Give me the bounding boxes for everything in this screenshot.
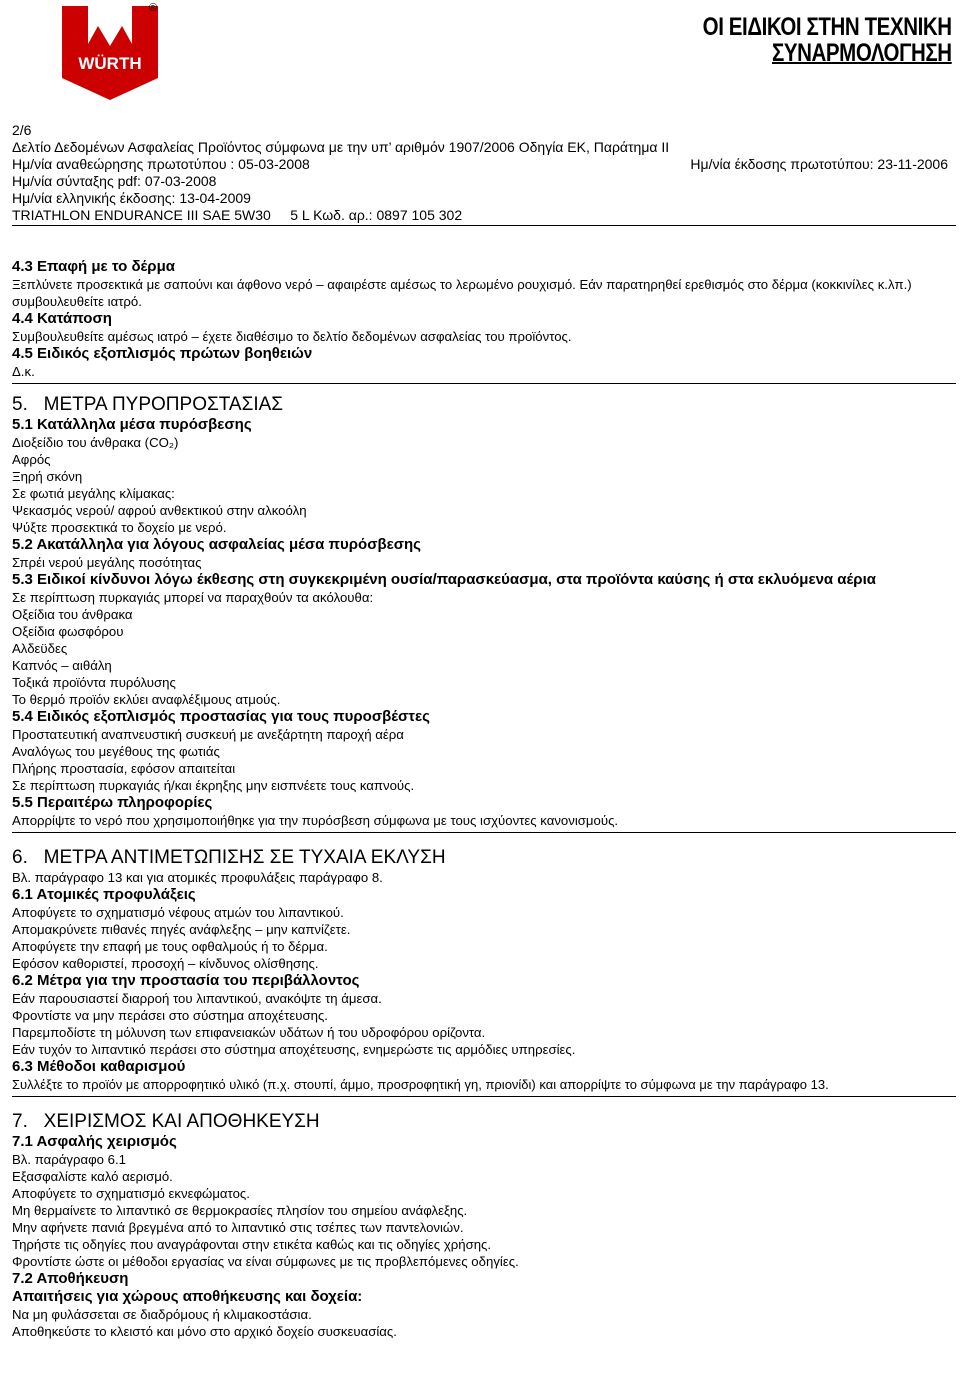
text-6-2-line: Παρεμποδίστε τη μόλυνση των επιφανειακών υδάτων ή του υδροφόρου ορίζοντα. (12, 1025, 486, 1040)
text-5-1-line: Διοξείδιο του άνθρακα (CO₂) (12, 435, 179, 450)
text-7-1-line: Αποφύγετε το σχηματισμό εκνεφώματος. (12, 1186, 250, 1201)
text-5-3-line: Τοξικά προϊόντα πυρόλυσης (12, 675, 176, 690)
tagline-line2: ΣΥΝΑΡΜΟΛΟΓΗΣΗ (772, 39, 952, 67)
section-divider (12, 1096, 956, 1097)
tagline-line1: ΟΙ ΕΙΔΙΚΟΙ ΣΤΗΝ ΤΕΧΝΙΚΗ (702, 13, 952, 41)
text-7-2-line: Αποθηκεύστε το κλειστό και μόνο στο αρχικό δοχείο συσκευασίας. (12, 1324, 397, 1339)
section-divider (12, 383, 956, 384)
text-5-3-line: Οξείδια φωσφόρου (12, 624, 124, 639)
text-6-3: Συλλέξτε το προϊόν με απορροφητικό υλικό (π.χ. στουπί, άμμο, προσροφητική γη, πριονίδι) και απορρίψτε το σύμφωνα με την παράγραφο 13. (12, 1077, 829, 1092)
text-6-1-line: Εφόσον καθοριστεί, προσοχή – κίνδυνος ολίσθησης. (12, 956, 319, 971)
text-7-1-line: Εξασφαλίστε καλό αερισμό. (12, 1169, 173, 1184)
text-5-1-line: Αφρός (12, 452, 51, 467)
text-5-1-line: Ψύξτε προσεκτικά το δοχείο με νερό. (12, 520, 227, 535)
text-6-2-line: Εάν τυχόν το λιπαντικό περάσει στο σύστημα αποχέτευσης, ενημερώστε τις αρμόδιες υπηρεσίες. (12, 1042, 576, 1057)
heading-4-4: 4.4 Κατάποση (12, 310, 112, 327)
heading-5-1: 5.1 Κατάλληλα μέσα πυρόσβεσης (12, 416, 252, 433)
text-7-1-line: Μην αφήνετε πανιά βρεγμένα από το λιπαντικό στις τσέπες των παντελονιών. (12, 1220, 464, 1235)
text-7-1-line: Φροντίστε ώστε οι μέθοδοι εργασίας να είναι σύμφωνες με τις προβλεπόμενες οδηγίες. (12, 1254, 519, 1269)
text-7-2-line: Να μη φυλάσσεται σε διαδρόμους ή κλιμακοστάσια. (12, 1307, 312, 1322)
wurth-logo-mark (58, 0, 162, 102)
text-6-intro: Βλ. παράγραφο 13 και για ατομικές προφυλάξεις παράγραφο 8. (12, 870, 383, 885)
original-issue-date: Ημ/νία έκδοσης πρωτοτύπου: 23-11-2006 (690, 156, 948, 172)
text-5-3-line: Το θερμό προϊόν εκλύει αναφλέξιμους ατμούς. (12, 692, 281, 707)
section-7-title: 7. ΧΕΙΡΙΣΜΟΣ ΚΑΙ ΑΠΟΘΗΚΕΥΣΗ (12, 1111, 320, 1132)
dates-row (12, 156, 948, 173)
text-5-1-line: Ψεκασμός νερού/ αφρού ανθεκτικού στην αλκοόλη (12, 503, 307, 518)
heading-4-3: 4.3 Επαφή με το δέρμα (12, 258, 175, 275)
heading-5-4: 5.4 Ειδικός εξοπλισμός προστασίας για τους πυροσβέστες (12, 708, 430, 725)
text-5-4-line: Προστατευτική αναπνευστική συσκευή με ανεξάρτητη παροχή αέρα (12, 727, 404, 742)
heading-6-2: 6.2 Μέτρα για την προστασία του περιβάλλοντος (12, 972, 360, 989)
text-4-3: Ξεπλύνετε προσεκτικά με σαπούνι και άφθονο νερό – αφαιρέστε αμέσως το λερωμένο ρουχισμό. Εάν παρατηρηθεί ερεθισμός στο δέρμα (κοκκινίλες κ.λπ.) συμβουλευθείτε ιατρό. (12, 277, 912, 309)
text-6-2-line: Φροντίστε να μην περάσει στο σύστημα αποχέτευσης. (12, 1008, 328, 1023)
text-6-1-line: Αποφύγετε την επαφή με τους οφθαλμούς ή το δέρμα. (12, 939, 328, 954)
document-title: Δελτίο Δεδομένων Ασφαλείας Προϊόντος σύμφωνα με την υπ’ αριθμόν 1907/2006 Οδηγία ΕΚ, Παράτημα ΙΙ (12, 139, 670, 155)
heading-5-5: 5.5 Περαιτέρω πληροφορίες (12, 794, 213, 811)
section-5-title: 5. ΜΕΤΡΑ ΠΥΡΟΠΡΟΣΤΑΣΙΑΣ (12, 394, 284, 415)
text-5-2: Σπρέι νερού μεγάλης ποσότητας (12, 555, 202, 570)
heading-5-3: 5.3 Ειδικοί κίνδυνοι λόγω έκθεσης στη συγκεκριμένη ουσία/παρασκεύασμα, στα προϊόντα καύσης ή στα εκλυόμενα αέρια (12, 571, 876, 588)
text-5-3-line: Οξείδια του άνθρακα (12, 607, 133, 622)
text-5-5: Απορρίψτε το νερό που χρησιμοποιήθηκε για την πυρόσβεση σύμφωνα με τους ισχύοντες κανονισμούς. (12, 813, 619, 828)
heading-7-2: 7.2 Αποθήκευση (12, 1270, 129, 1287)
document-header (12, 122, 948, 224)
text-5-1-line: Σε φωτιά μεγάλης κλίμακας: (12, 486, 175, 501)
heading-5-2: 5.2 Ακατάλληλα για λόγους ασφαλείας μέσα πυρόσβεσης (12, 536, 421, 553)
heading-4-5: 4.5 Ειδικός εξοπλισμός πρώτων βοηθειών (12, 345, 313, 362)
text-7-1-line: Μη θερμαίνετε το λιπαντικό σε θερμοκρασίες πλησίον του σημείου ανάφλεξης. (12, 1203, 468, 1218)
heading-6-3: 6.3 Μέθοδοι καθαρισμού (12, 1058, 186, 1075)
page-number: 2/6 (12, 122, 32, 138)
text-7-1-line: Βλ. παράγραφο 6.1 (12, 1152, 126, 1167)
logo-text: WÜRTH (78, 54, 142, 73)
text-5-3-line: Καπνός – αιθάλη (12, 658, 112, 673)
registered-mark: ® (149, 2, 158, 14)
tagline (703, 14, 952, 66)
text-5-4-line: Πλήρης προστασία, εφόσον απαιτείται (12, 761, 236, 776)
greek-issue-date: Ημ/νία ελληνικής έκδοσης: 13-04-2009 (12, 190, 251, 206)
text-6-1-line: Απομακρύνετε πιθανές πηγές ανάφλεξης – μην καπνίζετε. (12, 922, 351, 937)
text-4-4: Συμβουλευθείτε αμέσως ιατρό – έχετε διαθέσιμο το δελτίο δεδομένων ασφαλείας του προϊόντος. (12, 329, 572, 344)
revision-date: Ημ/νία αναθεώρησης πρωτοτύπου : 05-03-2008 (12, 156, 310, 172)
heading-7-2-storage-requirements: Απαιτήσεις για χώρους αποθήκευσης και δοχεία: (12, 1288, 363, 1305)
text-6-1-line: Αποφύγετε το σχηματισμό νέφους ατμών του λιπαντικού. (12, 905, 344, 920)
header-divider (12, 225, 956, 226)
section-divider (12, 832, 956, 833)
text-5-1-line: Ξηρή σκόνη (12, 469, 83, 484)
wurth-logo (58, 0, 162, 102)
text-5-4-line: Σε περίπτωση πυρκαγιάς ή/και έκρηξης μην εισπνέετε τους καπνούς. (12, 778, 415, 793)
document-body (12, 258, 956, 1340)
heading-6-1: 6.1 Ατομικές προφυλάξεις (12, 886, 196, 903)
product-line: TRIATHLON ENDURANCE III SAE 5W30 5 L Κωδ. αρ.: 0897 105 302 (12, 207, 463, 223)
text-7-1-line: Τηρήστε τις οδηγίες που αναγράφονται στην ετικέτα καθώς και τις οδηγίες χρήσης. (12, 1237, 492, 1252)
text-4-5: Δ.κ. (12, 364, 35, 379)
text-5-4-line: Αναλόγως του μεγέθους της φωτιάς (12, 744, 220, 759)
text-5-3-line: Σε περίπτωση πυρκαγιάς μπορεί να παραχθούν τα ακόλουθα: (12, 590, 374, 605)
text-6-2-line: Εάν παρουσιαστεί διαρροή του λιπαντικού, ανακόψτε τη άμεσα. (12, 991, 382, 1006)
pdf-date: Ημ/νία σύνταξης pdf: 07-03-2008 (12, 173, 217, 189)
section-6-title: 6. ΜΕΤΡΑ ΑΝΤΙΜΕΤΩΠΙΣΗΣ ΣΕ ΤΥΧΑΙΑ ΕΚΛΥΣΗ (12, 847, 446, 868)
text-5-3-line: Αλδεϋδες (12, 641, 68, 656)
heading-7-1: 7.1 Ασφαλής χειρισμός (12, 1133, 177, 1150)
